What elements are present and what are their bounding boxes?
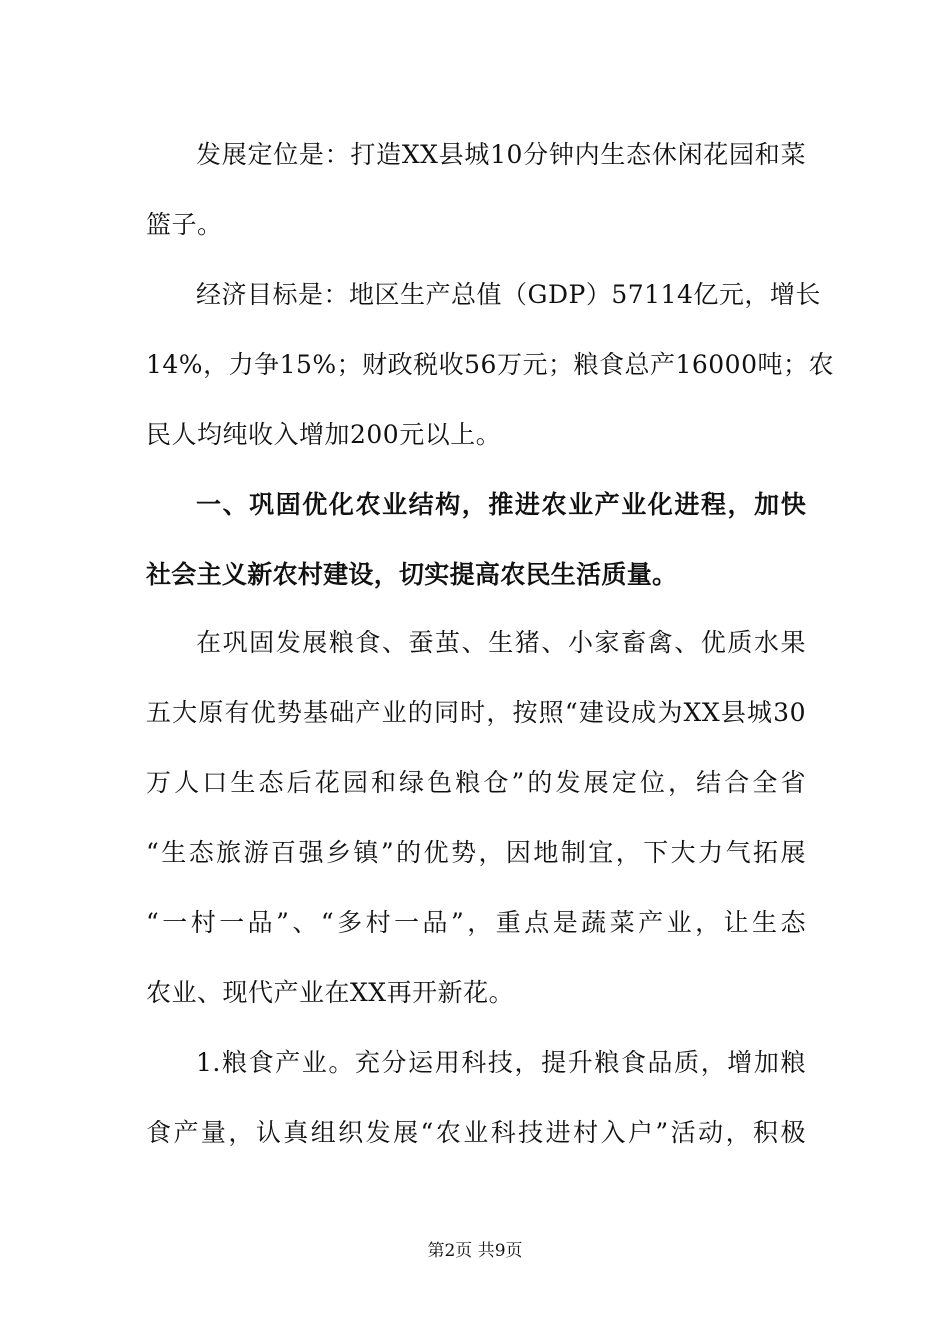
paragraph-4-line-5: “一村一品”、“多村一品”，重点是蔬菜产业，让生态 <box>146 908 806 937</box>
paragraph-4-line-4: “生态旅游百强乡镇”的优势，因地制宜，下大力气拓展 <box>146 838 806 867</box>
paragraph-1-line-2: 篮子。 <box>146 210 223 239</box>
section-heading-line-1: 一、巩固优化农业结构，推进农业产业化进程，加快 <box>196 490 806 519</box>
paragraph-1-line-1: 发展定位是：打造XX县城10分钟内生态休闲花园和菜 <box>196 140 806 169</box>
page-footer: 第2页 共9页 <box>427 1241 523 1261</box>
paragraph-2-line-2: 14%，力争15%；财政税收56万元；粮食总产16000吨；农 <box>146 350 834 379</box>
section-heading-line-2: 社会主义新农村建设，切实提高农民生活质量。 <box>146 560 678 589</box>
paragraph-2-line-3: 民人均纯收入增加200元以上。 <box>146 420 502 449</box>
paragraph-4-line-3: 万人口生态后花园和绿色粮仓”的发展定位，结合全省 <box>146 768 806 797</box>
paragraph-4-line-1: 在巩固发展粮食、蚕茧、生猪、小家畜禽、优质水果 <box>196 628 806 657</box>
paragraph-4-line-6: 农业、现代产业在XX再开新花。 <box>146 978 515 1007</box>
paragraph-2-line-1: 经济目标是：地区生产总值（GDP）57114亿元，增长 <box>196 280 821 309</box>
paragraph-5-line-1: 1.粮食产业。充分运用科技，提升粮食品质，增加粮 <box>196 1048 806 1077</box>
paragraph-5-line-2: 食产量，认真组织发展“农业科技进村入户”活动，积极 <box>146 1118 806 1147</box>
paragraph-4-line-2: 五大原有优势基础产业的同时，按照“建设成为XX县城30 <box>146 698 806 727</box>
